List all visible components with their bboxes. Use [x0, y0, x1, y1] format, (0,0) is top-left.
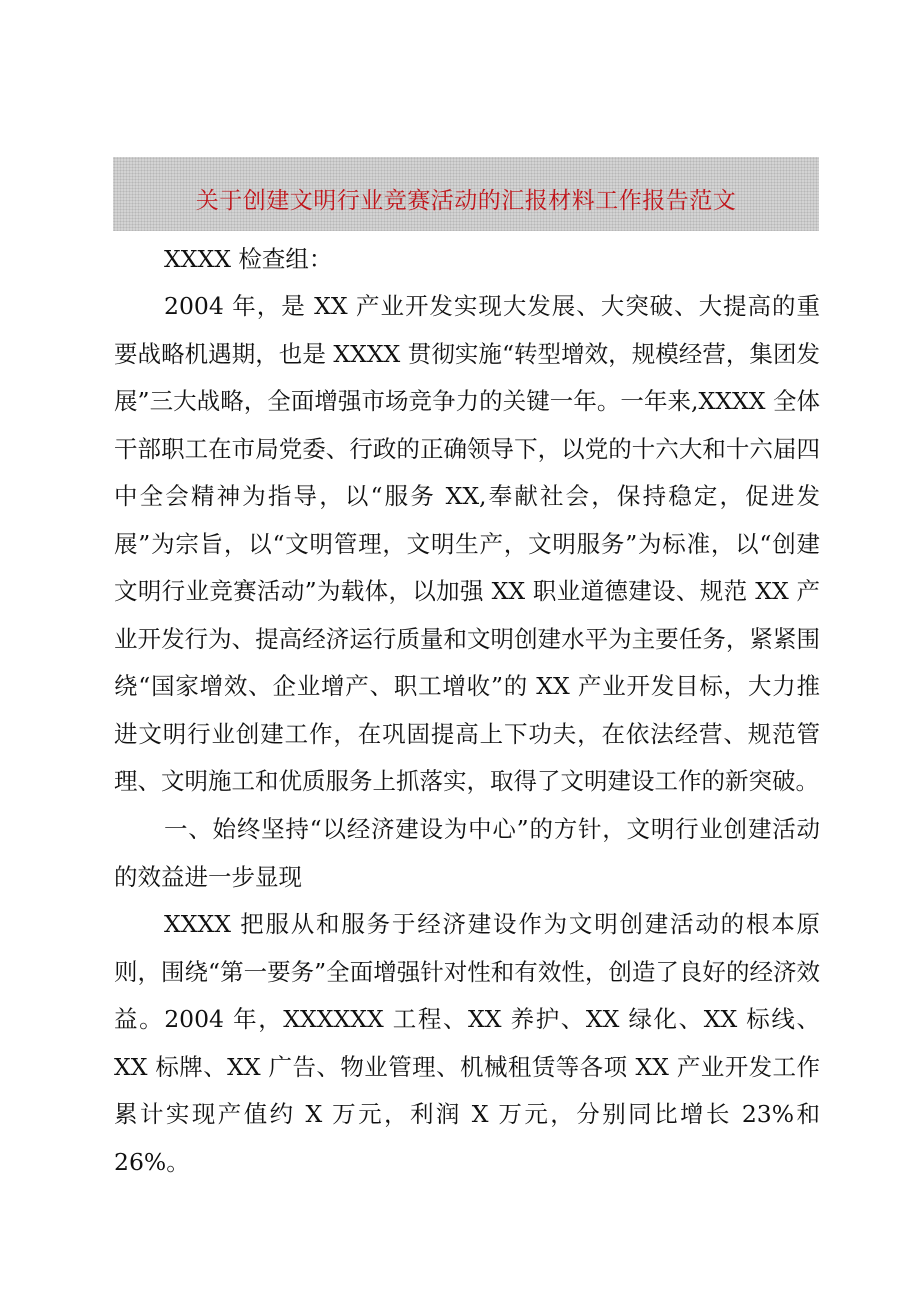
title-banner	[113, 157, 819, 231]
salutation: XXXX 检查组：	[164, 245, 333, 273]
paragraph-intro: 2004 年，是 XX 产业开发实现大发展、大突破、大提高的重要战略机遇期，也是 XXXX 贯彻实施“转型增效，规模经营，集团发展”三大战略，全面增强市场竞争力的关键一年。一年来,XXXX 全体干部职工在市局党委、行政的正确领导下，以党的十六大和十六届四中全会精神为指导，以“服务 XX,奉献社会，保持稳定，促进发展”为宗旨，以“文明管理，文明生产，文明服务”为标准，以“创建文明行业竞赛活动”为载体，以加强 XX 职业道德建设、规范 XX 产业开发行为、提高经济运行质量和文明创建水平为主要任务，紧紧围绕“国家增效、企业增产、职工增收”的 XX 产业开发目标，大力推进文明行业创建工作，在巩固提高上下功夫，在依法经营、规范管理、文明施工和优质服务上抓落实，取得了文明建设工作的新突破。	[114, 292, 820, 795]
paragraph-section-1: XXXX 把服从和服务于经济建设作为文明创建活动的根本原则，围绕“第一要务”全面增强针对性和有效性，创造了良好的经济效益。2004 年，XXXXXX 工程、XX 养护、XX 绿化、XX 标线、XX 标牌、XX 广告、物业管理、机械租赁等各项 XX 产业开发工作累计实现产值约 X 万元，利润 X 万元，分别同比增长 23%和 26%。	[114, 910, 820, 1176]
section-heading-1: 一、始终坚持“以经济建设为中心”的方针，文明行业创建活动的效益进一步显现	[114, 815, 820, 891]
document-title: 关于创建文明行业竞赛活动的汇报材料工作报告范文	[195, 187, 737, 214]
